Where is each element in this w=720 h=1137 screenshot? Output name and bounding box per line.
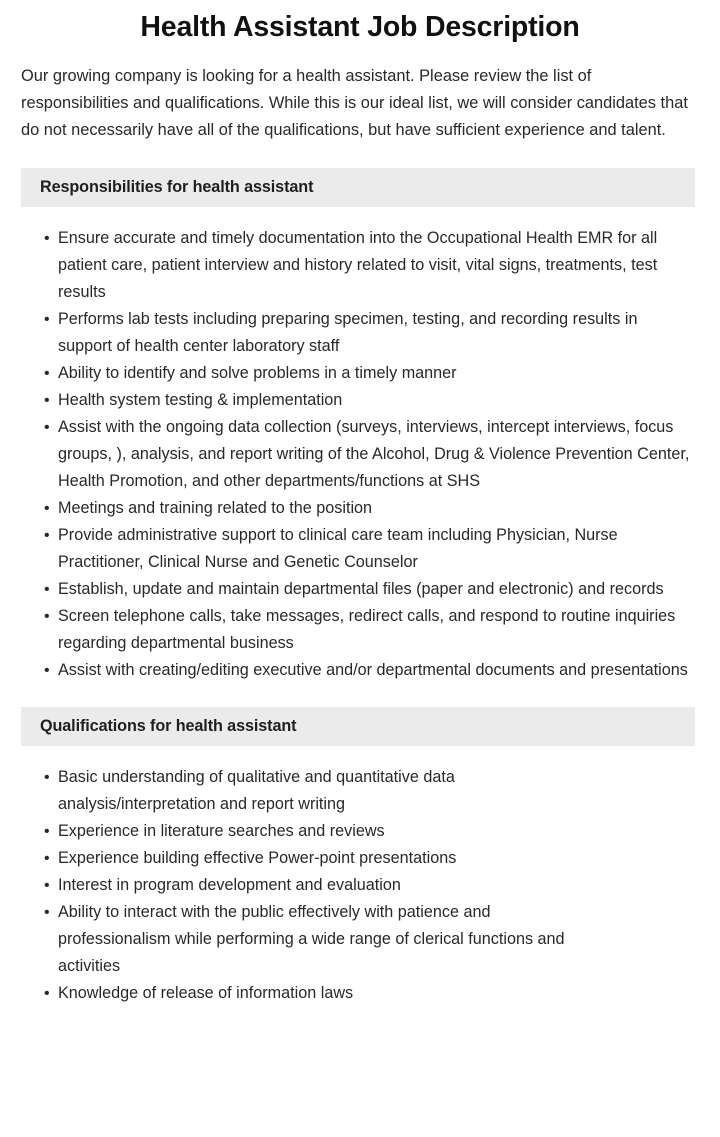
list-item-text: Ensure accurate and timely documentation into the Occupational Health EMR for all patient care, patient interview and history related to visit, vital signs, treatments, test results — [58, 228, 658, 301]
list-item — [44, 657, 695, 684]
list-item — [44, 522, 695, 576]
bullet-icon: • — [44, 526, 50, 544]
bullet-icon: • — [44, 499, 50, 517]
section-responsibilities — [0, 168, 720, 684]
bullet-icon: • — [44, 607, 50, 625]
list-item-text: Meetings and training related to the position — [58, 498, 373, 517]
section-heading-label: Qualifications for health assistant — [40, 716, 297, 735]
list-item — [44, 360, 695, 387]
list-item-text: Health system testing & implementation — [58, 390, 343, 409]
list-item-text: Provide administrative support to clinical care team including Physician, Nurse Practitioner, Clinical Nurse and Genetic Counselor — [58, 525, 618, 571]
list-item-text: Performs lab tests including preparing specimen, testing, and recording results in support of health center laboratory staff — [58, 309, 638, 355]
bullet-icon: • — [44, 903, 50, 921]
list-item — [44, 872, 570, 899]
list-item-text: Assist with creating/editing executive and/or departmental documents and presentations — [58, 660, 688, 679]
list-item — [44, 818, 570, 845]
list-item — [44, 899, 570, 980]
responsibilities-list — [0, 225, 720, 684]
bullet-icon: • — [44, 822, 50, 840]
bullet-icon: • — [44, 364, 50, 382]
list-item-text: Screen telephone calls, take messages, redirect calls, and respond to routine inquiries regarding departmental business — [58, 606, 676, 652]
list-item-text: Ability to identify and solve problems in a timely manner — [58, 363, 457, 382]
intro-paragraph: Our growing company is looking for a health assistant. Please review the list of responsibilities and qualifications. While this is our ideal list, we will consider candidates that do not necessarily have all of the qualifications, but have sufficient experience and talent. — [21, 67, 688, 140]
list-item-text: Experience building effective Power-point presentations — [58, 848, 457, 867]
list-item-text: Assist with the ongoing data collection (surveys, interviews, intercept interviews, focus groups, ), analysis, and report writing of the Alcohol, Drug & Violence Prevention Center, Health Promotion, and other departments/functions at SHS — [58, 417, 690, 490]
list-item — [44, 495, 695, 522]
list-item-text: Establish, update and maintain departmental files (paper and electronic) and records — [58, 579, 664, 598]
bullet-icon: • — [44, 984, 50, 1002]
list-item-text: Ability to interact with the public effectively with patience and professionalism while performing a wide range of clerical functions and activities — [58, 902, 565, 975]
section-qualifications — [0, 707, 720, 1007]
bullet-icon: • — [44, 229, 50, 247]
list-item — [44, 225, 695, 306]
list-item — [44, 845, 570, 872]
bullet-icon: • — [44, 661, 50, 679]
list-item-text: Knowledge of release of information laws — [58, 983, 354, 1002]
bullet-icon: • — [44, 310, 50, 328]
bullet-icon: • — [44, 849, 50, 867]
bottom-spacer — [0, 1007, 720, 1047]
list-item — [44, 414, 695, 495]
list-item — [44, 764, 570, 818]
list-item — [44, 387, 695, 414]
list-item-text: Basic understanding of qualitative and quantitative data analysis/interpretation and report writing — [58, 767, 455, 813]
bullet-icon: • — [44, 580, 50, 598]
page-title: Health Assistant Job Description — [140, 11, 580, 43]
qualifications-list — [0, 764, 720, 1007]
list-item — [44, 603, 695, 657]
section-header-responsibilities — [21, 168, 695, 207]
list-item — [44, 980, 570, 1007]
list-item — [44, 576, 695, 603]
bullet-icon: • — [44, 418, 50, 436]
bullet-icon: • — [44, 768, 50, 786]
bullet-icon: • — [44, 391, 50, 409]
bullet-icon: • — [44, 876, 50, 894]
list-item — [44, 306, 695, 360]
list-item-text: Interest in program development and evaluation — [58, 875, 401, 894]
section-heading-label: Responsibilities for health assistant — [40, 177, 314, 196]
list-item-text: Experience in literature searches and reviews — [58, 821, 385, 840]
section-header-qualifications — [21, 707, 695, 746]
